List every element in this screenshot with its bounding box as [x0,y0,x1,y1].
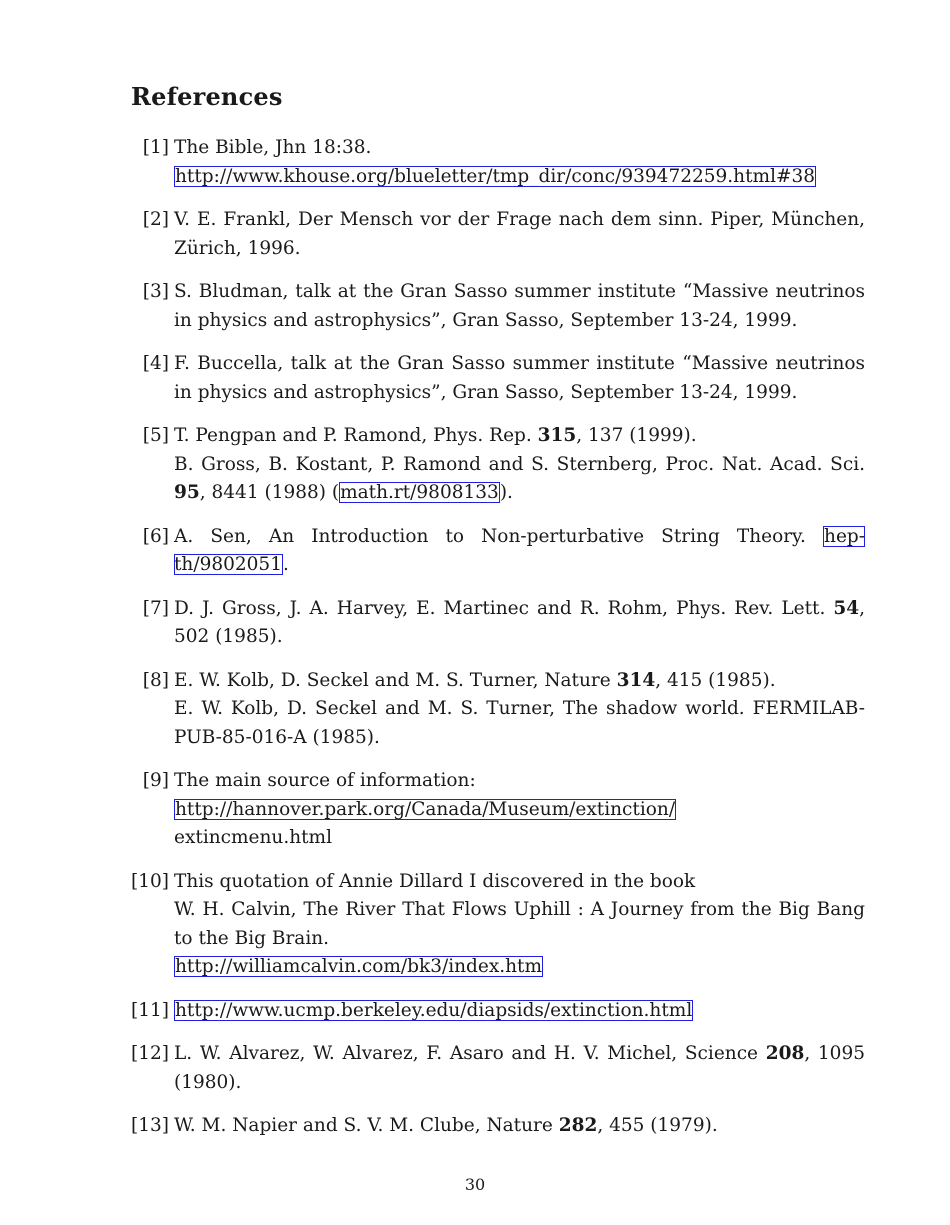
reference-text: E. W. Kolb, D. Seckel and M. S. Turner, The shadow world. FERMILAB-PUB-85-016-A (1985). [174,698,865,748]
reference-link[interactable]: http://www.khouse.org/blueletter/tmp_dir/conc/939472259.html#38 [175,165,816,187]
reference-item-5 [131,422,865,508]
reference-text: This quotation of Annie Dillard I discovered in the book [174,870,696,892]
reference-item-11 [131,997,865,1026]
page-number: 30 [464,1175,486,1194]
reference-item-1 [131,134,865,191]
reference-item-2 [131,206,865,263]
reference-text: E. W. Kolb, D. Seckel and M. S. Turner, Nature 314, 415 (1985). [174,669,776,691]
reference-item-7 [131,595,865,652]
reference-text: L. W. Alvarez, W. Alvarez, F. Asaro and H. V. Michel, Science 208, 1095 (1980). [174,1043,865,1093]
reference-text: W. H. Calvin, The River That Flows Uphill : A Journey from the Big Bang to the Big Brain. [174,899,865,949]
reference-number: [10] [131,870,169,892]
reference-number: [11] [131,999,169,1021]
volume-number: 314 [616,669,656,691]
reference-text: The Bible, Jhn 18:38. [174,137,372,158]
reference-number: [2] [142,209,169,230]
volume-number: 54 [833,597,860,619]
reference-link[interactable]: http://williamcalvin.com/bk3/index.htm [175,956,543,977]
reference-link[interactable]: http://www.ucmp.berkeley.edu/diapsids/extinction.html [175,999,693,1021]
volume-number: 208 [765,1043,805,1064]
reference-number: [1] [142,137,169,158]
reference-text: W. M. Napier and S. V. M. Clube, Nature 282, 455 (1979). [174,1115,718,1136]
reference-item-9 [131,767,865,853]
reference-number: [3] [142,281,169,302]
reference-link[interactable]: hep-th/9802051 [174,525,865,575]
reference-item-10 [131,868,865,982]
reference-item-6 [131,523,865,580]
reference-text: D. J. Gross, J. A. Harvey, E. Martinec and R. Rohm, Phys. Rev. Lett. 54, 502 (1985). [174,597,865,647]
volume-number: 315 [537,425,577,446]
reference-text: extincmenu.html [174,827,333,848]
reference-text: B. Gross, B. Kostant, P. Ramond and S. Sternberg, Proc. Nat. Acad. Sci. 95, 8441 (1988) (math.rt/9808133). [174,453,865,503]
reference-text: S. Bludman, talk at the Gran Sasso summer institute “Massive neutrinos in physics and astrophysics”, Gran Sasso, September 13-24, 1999. [174,281,865,331]
reference-item-13 [131,1112,865,1141]
reference-number: [8] [142,669,169,691]
reference-item-12 [131,1040,865,1097]
volume-number: 282 [558,1115,598,1136]
reference-text: F. Buccella, talk at the Gran Sasso summer institute “Massive neutrinos in physics and astrophysics”, Gran Sasso, September 13-24, 1999. [174,353,865,403]
reference-number: [12] [131,1043,169,1064]
reference-number: [9] [142,770,169,791]
volume-number: 95 [174,482,200,503]
reference-item-4 [131,350,865,407]
section-heading: References [131,82,283,111]
reference-text: A. Sen, An Introduction to Non-perturbative String Theory. hep-th/9802051. [174,525,865,575]
reference-number: [5] [142,425,169,446]
reference-number: [4] [142,353,169,374]
reference-number: [13] [131,1115,169,1136]
reference-text: V. E. Frankl, Der Mensch vor der Frage nach dem sinn. Piper, München, Zürich, 1996. [174,209,865,259]
reference-link[interactable]: math.rt/9808133 [340,482,499,503]
reference-item-8 [131,667,865,753]
reference-item-3 [131,278,865,335]
reference-number: [6] [142,525,169,547]
reference-link[interactable]: http://hannover.park.org/Canada/Museum/extinction/ [175,798,676,820]
reference-list [131,134,865,1156]
reference-number: [7] [142,597,169,619]
reference-text: The main source of information: [174,770,476,791]
reference-text: T. Pengpan and P. Ramond, Phys. Rep. 315, 137 (1999). [174,425,697,446]
